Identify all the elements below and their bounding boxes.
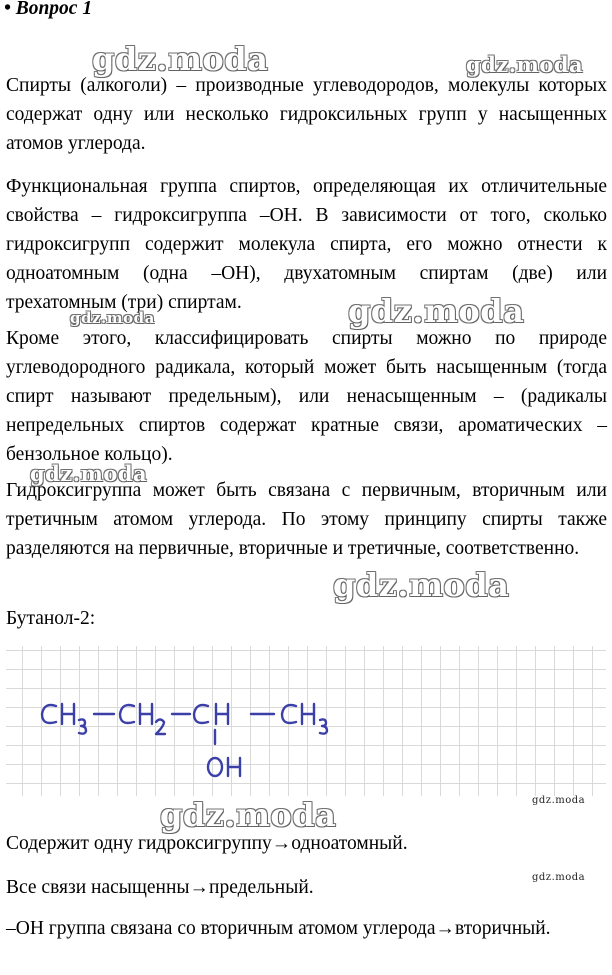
- watermark: gdz.moda: [70, 309, 155, 327]
- watermark: gdz.moda: [333, 566, 510, 604]
- conclusion-monoatomic: Содержит одну гидроксигруппу→одноатомный.: [6, 833, 408, 854]
- butanol-label: Бутанол-2:: [6, 608, 96, 629]
- paragraph-functional-group: Функциональная группа спиртов, определяющая их отличительные свойства – гидроксигруппа –OH. В зависимости от того, сколько гидроксигрупп содержит молекула спирта, его можно отнести к одноатомным (одна –OH), двухатомным спиртам (две) или трехатомным (три) спиртам.: [6, 176, 607, 313]
- conclusion-saturated: Все связи насыщенны→предельный.: [6, 877, 314, 898]
- watermark: gdz.moda: [30, 461, 148, 486]
- formula-drawing: [6, 646, 606, 796]
- watermark: gdz.moda: [532, 872, 586, 883]
- watermark: gdz.moda: [348, 292, 525, 330]
- watermark: gdz.moda: [160, 796, 337, 834]
- watermark: gdz.moda: [92, 40, 269, 78]
- paragraph-carbon-atom: Гидроксигруппа может быть связана с первичным, вторичным или третичным атомом углерода. По этому принципу спирты также разделяются на первичные, вторичные и третичные, соответственно.: [6, 480, 607, 559]
- watermark: gdz.moda: [532, 795, 586, 806]
- question-title: • Вопрос 1: [4, 0, 93, 19]
- watermark: gdz.moda: [466, 52, 584, 77]
- conclusion-secondary: –OH группа связана со вторичным атомом углерода→вторичный.: [6, 918, 551, 939]
- paragraph-radical: Кроме этого, классифицировать спирты можно по природе углеводородного радикала, который может быть насыщенным (тогда спирт называют предельным), или ненасыщенным – (радикалы непредельных спиртов содержат кратные связи, ароматических – бензольное кольцо).: [6, 328, 607, 465]
- handwritten-formula: [6, 646, 606, 796]
- paragraph-definition: Спирты (алкоголи) – производные углеводородов, молекулы которых содержат одну или несколько гидроксильных групп у насыщенных атомов углерода.: [6, 75, 607, 154]
